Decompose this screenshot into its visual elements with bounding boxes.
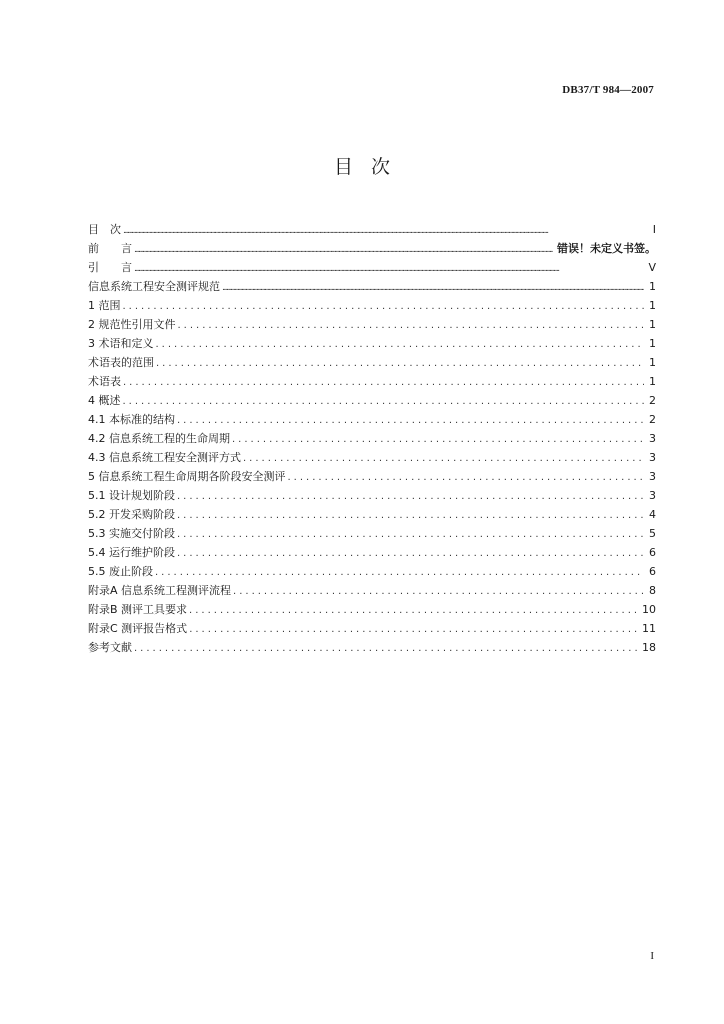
toc-dot-leader (156, 335, 645, 354)
page-title: 目次 (333, 156, 408, 178)
toc-entry-page: 1 (649, 375, 656, 388)
toc-entry-label: 2 规范性引用文件 (88, 318, 176, 331)
toc-entry[interactable] (88, 315, 656, 334)
toc-entry-label: 目 次 (88, 223, 121, 236)
toc-dot-leader (177, 506, 644, 525)
toc-entry[interactable] (88, 543, 656, 562)
toc-entry-label: 4.2 信息系统工程的生命周期 (88, 432, 230, 445)
toc-entry-label: 3 术语和定义 (88, 337, 154, 350)
toc-entry[interactable] (88, 391, 656, 410)
toc-entry-label: 引 言 (88, 261, 132, 274)
toc-dot-leader (123, 373, 644, 392)
toc-dot-leader (177, 411, 644, 430)
toc-entry-label: 附录B 测评工具要求 (88, 603, 188, 616)
toc-entry-label: 术语表 (88, 375, 121, 388)
toc-entry-label: 附录A 信息系统工程测评流程 (88, 584, 232, 597)
toc-entry-page: 11 (642, 622, 656, 635)
toc-entry-label: 4.3 信息系统工程安全测评方式 (88, 451, 241, 464)
toc-entry-label: 4 概述 (88, 394, 121, 407)
toc-entry[interactable] (88, 486, 656, 505)
toc-dot-leader (134, 241, 553, 260)
toc-entry-label: 1 范围 (88, 299, 121, 312)
toc-entry-page: 3 (649, 432, 656, 445)
toc-entry-page: 3 (649, 489, 656, 502)
toc-dot-leader (177, 525, 644, 544)
toc-entry[interactable] (88, 353, 656, 372)
toc-entry-page: 4 (649, 508, 656, 521)
toc-entry[interactable] (88, 638, 656, 657)
toc-entry-page: 1 (649, 299, 656, 312)
toc-entry-label: 5.5 废止阶段 (88, 565, 153, 578)
toc-entry-page: 1 (649, 318, 656, 331)
toc-entry[interactable] (88, 429, 656, 448)
toc-dot-leader (123, 392, 645, 411)
toc-entry[interactable] (88, 277, 656, 296)
document-code: DB37/T 984—2007 (562, 84, 654, 96)
toc-entry-page: 8 (649, 584, 656, 597)
toc-entry-label: 5 信息系统工程生命周期各阶段安全测评 (88, 470, 286, 483)
toc-dot-leader (288, 468, 645, 487)
toc-dot-leader (123, 297, 645, 316)
toc-entry[interactable] (88, 258, 656, 277)
toc-entry-label: 5.4 运行维护阶段 (88, 546, 175, 559)
toc-entry[interactable] (88, 220, 656, 239)
toc-entry[interactable] (88, 372, 656, 391)
toc-entry[interactable] (88, 505, 656, 524)
toc-entry[interactable] (88, 334, 656, 353)
toc-entry-label: 5.3 实施交付阶段 (88, 527, 175, 540)
toc-dot-leader (233, 582, 644, 601)
toc-entry-label: 前 言 (88, 242, 132, 255)
toc-entry-page: 错误！未定义书签。 (557, 242, 656, 255)
toc-entry-label: 信息系统工程安全测评规范 (88, 280, 220, 293)
toc-entry-page: 5 (649, 527, 656, 540)
footer-page-number: I (650, 950, 654, 962)
toc-entry[interactable] (88, 239, 656, 258)
toc-entry-page: I (652, 223, 656, 236)
toc-entry[interactable] (88, 296, 656, 315)
toc-entry-page: 2 (649, 394, 656, 407)
toc-entry-label: 5.1 设计规划阶段 (88, 489, 175, 502)
toc-entry-page: 1 (649, 337, 656, 350)
toc-entry-label: 附录C 测评报告格式 (88, 622, 188, 635)
toc-dot-leader (156, 354, 644, 373)
toc-dot-leader (243, 449, 644, 468)
toc-entry-page: 18 (642, 641, 656, 654)
toc-entry-page: V (648, 261, 656, 274)
toc-entry-page: 1 (649, 356, 656, 369)
toc-entry-label: 5.2 开发采购阶段 (88, 508, 175, 521)
toc-entry[interactable] (88, 562, 656, 581)
toc-entry[interactable] (88, 600, 656, 619)
toc-dot-leader (155, 563, 644, 582)
toc-entry[interactable] (88, 581, 656, 600)
toc-entry-page: 6 (649, 546, 656, 559)
toc-entry-page: 3 (649, 470, 656, 483)
toc-entry-page: 10 (642, 603, 656, 616)
toc-entry-page: 3 (649, 451, 656, 464)
table-of-contents (88, 220, 656, 657)
toc-entry[interactable] (88, 448, 656, 467)
toc-entry-label: 4.1 本标准的结构 (88, 413, 175, 426)
toc-dot-leader (134, 639, 638, 658)
toc-entry-label: 参考文献 (88, 641, 132, 654)
toc-entry[interactable] (88, 524, 656, 543)
toc-entry-page: 1 (649, 280, 656, 293)
toc-entry[interactable] (88, 619, 656, 638)
toc-dot-leader (189, 601, 638, 620)
toc-dot-leader (232, 430, 644, 449)
toc-entry[interactable] (88, 467, 656, 486)
toc-dot-leader (178, 316, 645, 335)
toc-entry-page: 6 (649, 565, 656, 578)
toc-dot-leader (177, 544, 644, 563)
toc-entry-page: 2 (649, 413, 656, 426)
toc-dot-leader (177, 487, 644, 506)
toc-dot-leader (222, 279, 644, 298)
toc-dot-leader (189, 620, 638, 639)
toc-entry-label: 术语表的范围 (88, 356, 154, 369)
toc-entry[interactable] (88, 410, 656, 429)
